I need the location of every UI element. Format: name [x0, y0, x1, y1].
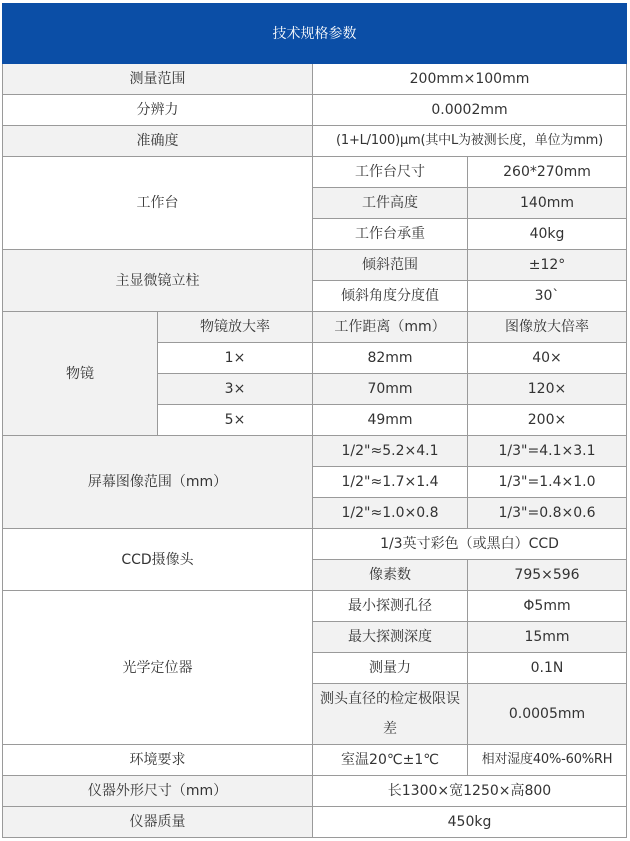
worktable-load-label: 工作台承重 — [313, 219, 468, 250]
table-row — [3, 157, 627, 188]
ccd-pixels-value: 795×596 — [468, 560, 627, 591]
objective-image: 40× — [468, 343, 627, 374]
probe-error-value: 0.0005mm — [468, 684, 627, 745]
table-row — [3, 745, 627, 776]
weight-label: 仪器质量 — [3, 807, 313, 838]
screen-third-inch: 1/3"=4.1×3.1 — [468, 436, 627, 467]
measuring-force-label: 测量力 — [313, 653, 468, 684]
objective-image: 200× — [468, 405, 627, 436]
environment-temp: 室温20℃±1℃ — [313, 745, 468, 776]
screen-third-inch: 1/3"=1.4×1.0 — [468, 467, 627, 498]
screen-third-inch: 1/3"=0.8×0.6 — [468, 498, 627, 529]
max-depth-label: 最大探测深度 — [313, 622, 468, 653]
objective-mag: 1× — [158, 343, 313, 374]
table-row — [3, 529, 627, 560]
tilt-division-value: 30` — [468, 281, 627, 312]
table-title: 技术规格参数 — [3, 4, 627, 64]
range-value: 200mm×100mm — [313, 64, 627, 95]
screen-range-label: 屏幕图像范围（mm） — [3, 436, 313, 529]
environment-humidity: 相对湿度40%-60%RH — [468, 745, 627, 776]
measuring-force-value: 0.1N — [468, 653, 627, 684]
objective-header-image: 图像放大倍率 — [468, 312, 627, 343]
objective-distance: 49mm — [313, 405, 468, 436]
accuracy-value: (1+L/100)μm(其中L为被测长度，单位为mm) — [313, 126, 627, 157]
min-aperture-label: 最小探测孔径 — [313, 591, 468, 622]
environment-label: 环境要求 — [3, 745, 313, 776]
range-label: 测量范围 — [3, 64, 313, 95]
resolution-label: 分辨力 — [3, 95, 313, 126]
screen-half-inch: 1/2"≈1.7×1.4 — [313, 467, 468, 498]
table-row — [3, 250, 627, 281]
screen-half-inch: 1/2"≈1.0×0.8 — [313, 498, 468, 529]
workpiece-height-value: 140mm — [468, 188, 627, 219]
objective-header-magnification: 物镜放大率 — [158, 312, 313, 343]
objective-distance: 70mm — [313, 374, 468, 405]
locator-label: 光学定位器 — [3, 591, 313, 745]
objective-header-distance: 工作距离（mm） — [313, 312, 468, 343]
table-row — [3, 436, 627, 467]
table-row — [3, 591, 627, 622]
ccd-label: CCD摄像头 — [3, 529, 313, 591]
tilt-division-label: 倾斜角度分度值 — [313, 281, 468, 312]
table-row — [3, 64, 627, 95]
worktable-size-value: 260*270mm — [468, 157, 627, 188]
objective-distance: 82mm — [313, 343, 468, 374]
screen-half-inch: 1/2"≈5.2×4.1 — [313, 436, 468, 467]
table-row — [3, 312, 627, 343]
table-row — [3, 126, 627, 157]
spec-table — [2, 3, 627, 838]
table-row — [3, 95, 627, 126]
objective-image: 120× — [468, 374, 627, 405]
table-row — [3, 776, 627, 807]
objective-mag: 5× — [158, 405, 313, 436]
max-depth-value: 15mm — [468, 622, 627, 653]
table-header-row — [3, 4, 627, 64]
objective-mag: 3× — [158, 374, 313, 405]
min-aperture-value: Φ5mm — [468, 591, 627, 622]
objective-label: 物镜 — [3, 312, 158, 436]
worktable-size-label: 工作台尺寸 — [313, 157, 468, 188]
worktable-label: 工作台 — [3, 157, 313, 250]
column-label: 主显微镜立柱 — [3, 250, 313, 312]
tilt-range-value: ±12° — [468, 250, 627, 281]
probe-error-label: 测头直径的检定极限误差 — [313, 684, 468, 745]
ccd-type: 1/3英寸彩色（或黑白）CCD — [313, 529, 627, 560]
tilt-range-label: 倾斜范围 — [313, 250, 468, 281]
worktable-load-value: 40kg — [468, 219, 627, 250]
ccd-pixels-label: 像素数 — [313, 560, 468, 591]
table-row — [3, 807, 627, 838]
workpiece-height-label: 工件高度 — [313, 188, 468, 219]
dimensions-value: 长1300×宽1250×高800 — [313, 776, 627, 807]
weight-value: 450kg — [313, 807, 627, 838]
accuracy-label: 准确度 — [3, 126, 313, 157]
resolution-value: 0.0002mm — [313, 95, 627, 126]
dimensions-label: 仪器外形尺寸（mm） — [3, 776, 313, 807]
